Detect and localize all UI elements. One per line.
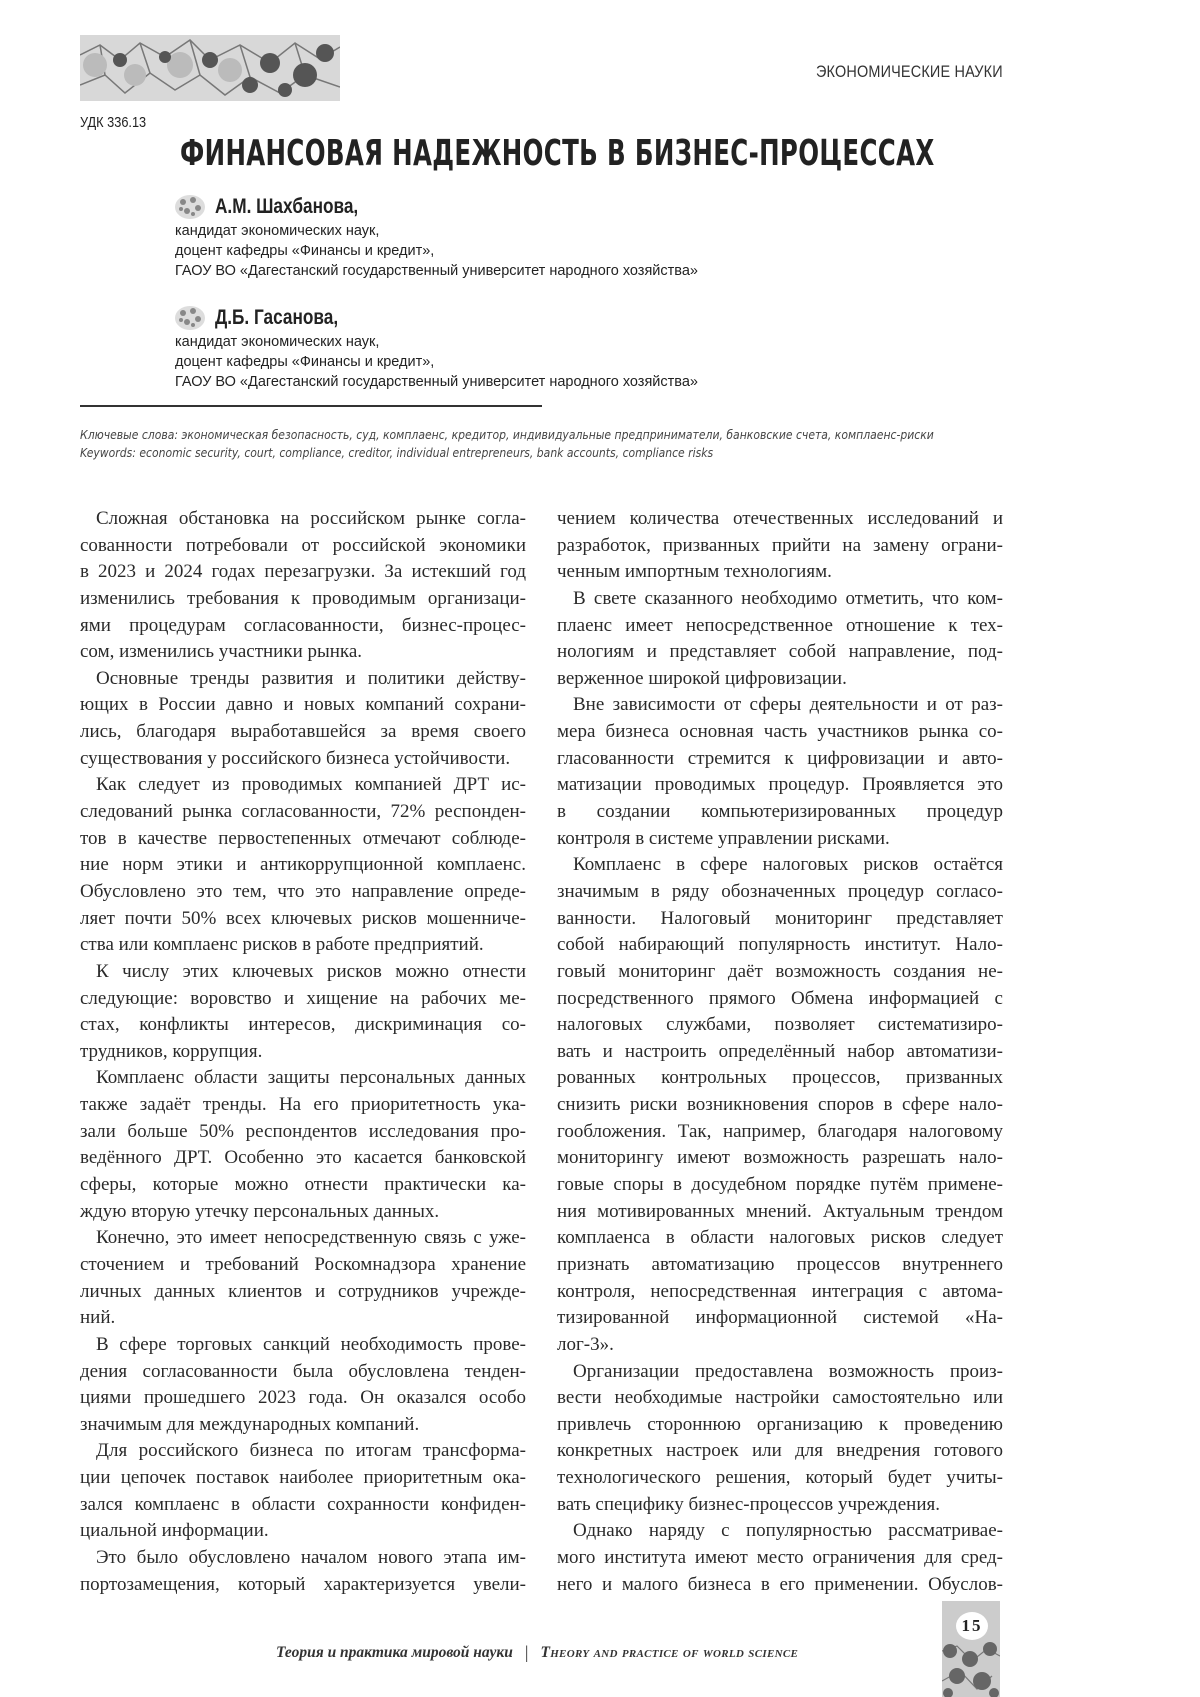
footer-separator: |: [525, 1642, 529, 1663]
text-line: портозамещения, который характеризуется увели-: [80, 1572, 526, 1599]
text-line: Организации предоставлена возможность произ-: [557, 1359, 1003, 1386]
text-line: ции цепочек поставок наиболее приоритетным ока-: [80, 1465, 526, 1492]
text-line: личных данных клиентов и сотрудников учрежде-: [80, 1279, 526, 1306]
text-line: посредственного прямого Обмена информацией с: [557, 986, 1003, 1013]
author-block: [173, 193, 698, 281]
text-line: ждую вторую утечку персональных данных.: [80, 1199, 526, 1226]
text-line: значимым в ряду обозначенных процедур согласо-: [557, 879, 1003, 906]
text-line: налоговых службами, позволяет систематизиро-: [557, 1012, 1003, 1039]
text-line: мого института имеют место ограничения для сред-: [557, 1545, 1003, 1572]
paragraph: [80, 506, 526, 666]
text-line: него и малого бизнеса в его применении. Обуслов-: [557, 1572, 1003, 1599]
paragraph: [557, 506, 1003, 586]
text-line: также задаёт тренды. На его приоритетность ука-: [80, 1092, 526, 1119]
text-line: циальной информации.: [80, 1518, 526, 1545]
paragraph: [80, 1332, 526, 1439]
text-line: нологиям и представляет собой направление, под-: [557, 639, 1003, 666]
paragraph: [80, 1545, 526, 1598]
text-line: в 2023 и 2024 годах перезагрузки. За истекший год: [80, 559, 526, 586]
text-line: ведённого ДРТ. Особенно это касается банковской: [80, 1145, 526, 1172]
text-line: изменились требования к проводимым организаци-: [80, 586, 526, 613]
text-line: Вне зависимости от сферы деятельности и от раз-: [557, 692, 1003, 719]
text-line: вать специфику бизнес-процессов учреждения.: [557, 1492, 1003, 1519]
text-line: значимым для международных компаний.: [80, 1412, 526, 1439]
keywords-block: [80, 426, 934, 462]
text-line: вести необходимые настройки самостоятельно или: [557, 1385, 1003, 1412]
paragraph: [80, 666, 526, 773]
text-line: Однако наряду с популярностью рассматривае-: [557, 1518, 1003, 1545]
text-line: ванности. Налоговый мониторинг представляет: [557, 906, 1003, 933]
text-line: ями процедурам согласованности, бизнес-процес-: [80, 613, 526, 640]
keywords-en: Keywords: economic security, court, compliance, creditor, individual entrepreneurs, bank accounts, compliance risks: [80, 444, 934, 462]
text-line: гообложения. Так, например, благодаря налоговому: [557, 1119, 1003, 1146]
paragraph: [557, 1518, 1003, 1598]
text-line: стах, конфликты интересов, дискриминация со-: [80, 1012, 526, 1039]
text-line: сферы, которые можно отнести практически ка-: [80, 1172, 526, 1199]
text-column-left: [80, 506, 526, 1598]
text-line: чением количества отечественных исследований и: [557, 506, 1003, 533]
footer: [276, 1642, 798, 1663]
paragraph: [80, 1438, 526, 1545]
journal-title-ru: Теория и практика мировой науки: [276, 1644, 513, 1662]
section-label: ЭКОНОМИЧЕСКИЕ НАУКИ: [816, 62, 1003, 82]
text-line: ющих в России давно и новых компаний сохрани-: [80, 692, 526, 719]
text-line: признать автоматизацию процессов внутреннего: [557, 1252, 1003, 1279]
udk-code: УДК 336.13: [80, 114, 146, 131]
text-line: зался комплаенс в области сохранности конфиден-: [80, 1492, 526, 1519]
text-line: ства или комплаенс рисков в работе предприятий.: [80, 932, 526, 959]
text-line: матизации проводимых процедур. Проявляется это: [557, 772, 1003, 799]
author-block: [173, 304, 698, 392]
text-line: ляет почти 50% всех ключевых рисков мошенниче-: [80, 906, 526, 933]
text-line: В сфере торговых санкций необходимость прове-: [80, 1332, 526, 1359]
text-line: В свете сказанного необходимо отметить, что ком-: [557, 586, 1003, 613]
text-line: говые споры в досудебном порядке путём примене-: [557, 1172, 1003, 1199]
author-position: доцент кафедры «Финансы и кредит»,: [175, 241, 698, 261]
text-line: К числу этих ключевых рисков можно отнести: [80, 959, 526, 986]
paragraph: [557, 1359, 1003, 1519]
text-line: в создании компьютеризированных процедур: [557, 799, 1003, 826]
text-line: сованности потребовали от российской экономики: [80, 533, 526, 560]
text-line: дения согласованности была обусловлена тенден-: [80, 1359, 526, 1386]
text-line: мера бизнеса основная часть участников рынка со-: [557, 719, 1003, 746]
page-number: 15: [956, 1612, 988, 1640]
paragraph: [80, 959, 526, 1066]
molecule-bullet-icon: [173, 193, 207, 221]
text-line: плаенс имеет непосредственное отношение к тех-: [557, 613, 1003, 640]
text-column-right: [557, 506, 1003, 1598]
text-line: Комплаенс в сфере налоговых рисков остаётся: [557, 852, 1003, 879]
paragraph: [557, 852, 1003, 1358]
text-line: Это было обусловлено началом нового этапа им-: [80, 1545, 526, 1572]
author-position: доцент кафедры «Финансы и кредит»,: [175, 352, 698, 372]
author-degree: кандидат экономических наук,: [175, 221, 698, 241]
paragraph: [80, 1225, 526, 1332]
text-line: следований рынка согласованности, 72% респонден-: [80, 799, 526, 826]
text-line: Сложная обстановка на российском рынке согла-: [80, 506, 526, 533]
text-line: рованных контрольных процессов, призванных: [557, 1065, 1003, 1092]
text-line: мониторингу имеют возможность разрешать нало-: [557, 1145, 1003, 1172]
text-line: Обусловлено это тем, что это направление опреде-: [80, 879, 526, 906]
paragraph: [557, 692, 1003, 852]
journal-title-en: Theory and practice of world science: [540, 1644, 798, 1662]
text-line: гласованности стремится к цифровизации и авто-: [557, 746, 1003, 773]
text-line: ченным импортным технологиям.: [557, 559, 1003, 586]
text-line: контроля, непосредственная интеграция с автома-: [557, 1279, 1003, 1306]
text-line: сом, изменились участники рынка.: [80, 639, 526, 666]
molecule-bullet-icon: [173, 304, 207, 332]
author-name: А.М. Шахбанова,: [215, 195, 358, 219]
author-degree: кандидат экономических наук,: [175, 332, 698, 352]
text-line: Основные тренды развития и политики действу-: [80, 666, 526, 693]
text-line: ний.: [80, 1305, 526, 1332]
text-line: конкретных настроек или для внедрения готового: [557, 1438, 1003, 1465]
text-line: снизить риски возникновения споров в сфере нало-: [557, 1092, 1003, 1119]
paragraph: [80, 1065, 526, 1225]
article-title: ФИНАНСОВАЯ НАДЕЖНОСТЬ В БИЗНЕС-ПРОЦЕССАХ: [180, 133, 935, 174]
author-affiliation: ГАОУ ВО «Дагестанский государственный университет народного хозяйства»: [175, 261, 698, 281]
author-name: Д.Б. Гасанова,: [215, 306, 338, 330]
author-affiliation: ГАОУ ВО «Дагестанский государственный университет народного хозяйства»: [175, 372, 698, 392]
text-line: привлечь стороннюю организацию к проведению: [557, 1412, 1003, 1439]
text-line: Как следует из проводимых компанией ДРТ ис-: [80, 772, 526, 799]
text-line: лог-3».: [557, 1332, 1003, 1359]
text-line: собой набирающий популярность институт. Нало-: [557, 932, 1003, 959]
text-line: говый мониторинг даёт возможность создания не-: [557, 959, 1003, 986]
text-line: разработок, призванных прийти на замену ограни-: [557, 533, 1003, 560]
keywords-ru: Ключевые слова: экономическая безопасность, суд, комплаенс, кредитор, индивидуальные предприниматели, банковские счета, комплаенс-риски: [80, 426, 934, 444]
text-line: Конечно, это имеет непосредственную связь с уже-: [80, 1225, 526, 1252]
divider: [80, 405, 542, 407]
text-line: зали больше 50% респондентов исследования про-: [80, 1119, 526, 1146]
text-line: трудников, коррупция.: [80, 1039, 526, 1066]
header-molecule-image: [80, 35, 340, 101]
text-line: существования у российского бизнеса устойчивости.: [80, 746, 526, 773]
text-line: Для российского бизнеса по итогам трансформа-: [80, 1438, 526, 1465]
text-line: тизированной информационной системой «На-: [557, 1305, 1003, 1332]
paragraph: [557, 586, 1003, 693]
text-line: лись, благодаря выработавшейся за время своего: [80, 719, 526, 746]
text-line: вать и настроить определённый набор автоматизи-: [557, 1039, 1003, 1066]
author-info: [175, 221, 698, 281]
text-line: технологического решения, который будет учиты-: [557, 1465, 1003, 1492]
text-line: Комплаенс области защиты персональных данных: [80, 1065, 526, 1092]
text-line: ние норм этики и антикоррупционной комплаенс.: [80, 852, 526, 879]
author-info: [175, 332, 698, 392]
text-line: контроля в системе управлении рисками.: [557, 826, 1003, 853]
text-line: ния мотивированных мнений. Актуальным трендом: [557, 1199, 1003, 1226]
text-line: верженное широкой цифровизации.: [557, 666, 1003, 693]
text-line: циями прошедшего 2023 года. Он оказался особо: [80, 1385, 526, 1412]
text-line: тов в качестве первостепенных отмечают соблюде-: [80, 826, 526, 853]
paragraph: [80, 772, 526, 958]
text-line: комплаенса в области налоговых рисков следует: [557, 1225, 1003, 1252]
text-line: следующие: воровство и хищение на рабочих ме-: [80, 986, 526, 1013]
text-line: сточением и требований Роскомнадзора хранение: [80, 1252, 526, 1279]
